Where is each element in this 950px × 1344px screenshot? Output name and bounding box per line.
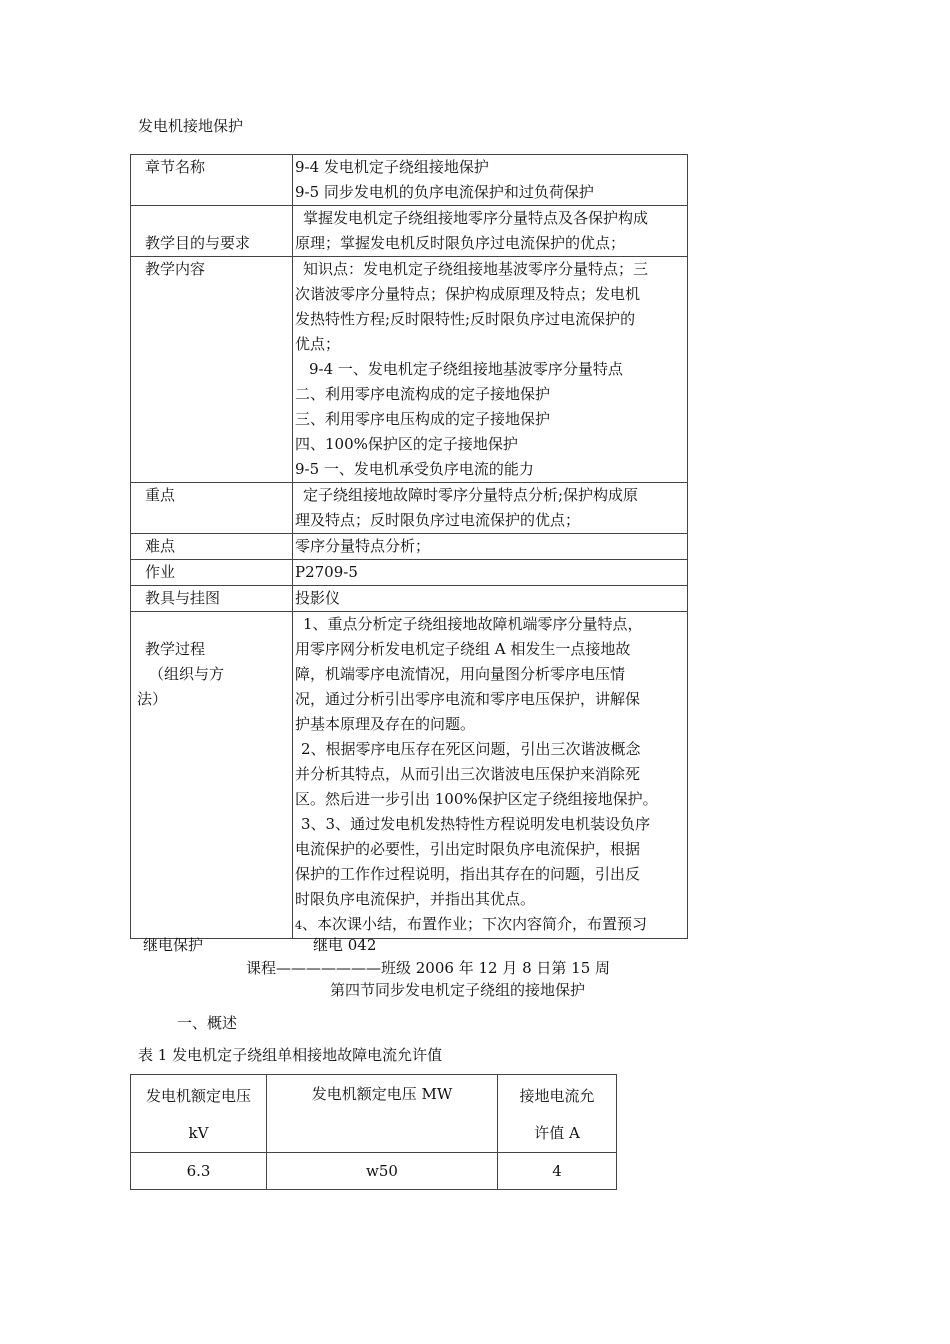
header-line: 发电机额定电压 MW	[311, 1085, 453, 1103]
process-line: 电流保护的必要性，引出定时限负序电流保护，根据	[295, 840, 641, 858]
table-cell: 4	[498, 1153, 617, 1190]
header-line: kV	[188, 1124, 209, 1142]
process-line: 障，机端零序电流情况，用向量图分析零序电压情	[295, 665, 626, 683]
row-label-chapter: 章节名称	[131, 155, 293, 206]
lesson-plan-table	[130, 154, 688, 939]
difficulty-value: 零序分量特点分析；	[293, 534, 688, 560]
content-line: 优点；	[295, 335, 341, 353]
content-line: 9-5 一、发电机承受负序电流的能力	[295, 460, 534, 478]
content-line: 四、100%保护区的定子接地保护	[295, 435, 518, 453]
process-line: 护基本原理及存在的问题。	[295, 715, 476, 733]
table-caption: 表 1 发电机定子绕组单相接地故障电流允许值	[138, 1046, 443, 1064]
table-header-row	[131, 1075, 617, 1153]
key-points-line: 理及特点；反时限负序过电流保护的优点；	[295, 511, 581, 529]
content-line: 二、利用零序电流构成的定子接地保护	[295, 385, 551, 403]
table-row	[131, 560, 688, 586]
row-label-key-points: 重点	[131, 483, 293, 534]
table-cell: 6.3	[131, 1153, 267, 1190]
process-line: 2、根据零序电压存在死区问题，引出三次谐波概念	[301, 740, 641, 758]
header-line: 接地电流允	[519, 1087, 595, 1105]
current-limit-table	[130, 1074, 617, 1190]
content-line: 次谐波零序分量特点；保护构成原理及特点；发电机	[295, 285, 641, 303]
objectives-line: 原理；掌握发电机反时限负序过电流保护的优点；	[295, 234, 626, 252]
key-points-value	[293, 483, 688, 534]
table-row	[131, 612, 688, 939]
process-line: 况，通过分析引出零序电流和零序电压保护，讲解保	[295, 690, 641, 708]
process-item-number: 4	[295, 919, 302, 932]
process-item-text: 、本次课小结，布置作业；下次内容简介，布置预习	[302, 915, 648, 933]
process-value	[293, 612, 688, 939]
process-label-line: 法）	[137, 690, 168, 708]
content-line: 9-4 一、发电机定子绕组接地基波零序分量特点	[309, 360, 623, 378]
process-line: 用零序网分析发电机定子绕组 A 相发生一点接地故	[295, 640, 631, 658]
table-row	[131, 155, 688, 206]
table-row	[131, 534, 688, 560]
row-label-homework: 作业	[131, 560, 293, 586]
key-points-line: 定子绕组接地故障时零序分量特点分析;保护构成原	[303, 486, 639, 504]
row-label-content: 教学内容	[131, 257, 293, 483]
table-row	[131, 206, 688, 257]
chapter-line: 9-5 同步发电机的负序电流保护和过负荷保护	[295, 183, 594, 201]
row-label-tools: 教具与挂图	[131, 586, 293, 612]
process-line: 并分析其特点，从而引出三次谐波电压保护来消除死	[295, 765, 641, 783]
section-heading: 一、概述	[177, 1014, 238, 1032]
content-line: 发热特性方程;反时限特性;反时限负序过电流保护的	[295, 310, 636, 328]
table-row	[131, 483, 688, 534]
course-name: 继电保护	[143, 936, 204, 954]
row-label-process	[131, 612, 293, 939]
content-line: 三、利用零序电压构成的定子接地保护	[295, 410, 551, 428]
table-cell: w50	[267, 1153, 498, 1190]
process-line: 保护的工作作过程说明，指出其存在的问题，引出反	[295, 865, 641, 883]
chapter-line: 9-4 发电机定子绕组接地保护	[295, 158, 489, 176]
document-title: 发电机接地保护	[138, 117, 244, 135]
process-line: 时限负序电流保护，并指出其优点。	[295, 890, 536, 908]
content-line: 知识点：发电机定子绕组接地基波零序分量特点；三	[303, 260, 649, 278]
process-line: 1、重点分析定子绕组接地故障机端零序分量特点，	[303, 615, 643, 633]
table-row	[131, 586, 688, 612]
header-line: 发电机额定电压	[145, 1087, 251, 1105]
process-label-line: 教学过程	[145, 640, 206, 658]
homework-value: P2709-5	[293, 560, 688, 586]
chapter-value	[293, 155, 688, 206]
row-label-objectives: 教学目的与要求	[131, 206, 293, 257]
objectives-line: 掌握发电机定子绕组接地零序分量特点及各保护构成	[303, 209, 649, 227]
column-header-current	[498, 1075, 617, 1153]
column-header-voltage-mw	[267, 1075, 498, 1153]
table-row	[131, 257, 688, 483]
process-line: 3、3、通过发电机发热特性方程说明发电机装设负序	[301, 815, 651, 833]
table-row	[131, 1153, 617, 1190]
class-name: 继电 042	[313, 936, 377, 954]
process-label-line: （组织与方	[149, 665, 225, 683]
objectives-value	[293, 206, 688, 257]
column-header-voltage-kv	[131, 1075, 267, 1153]
row-label-difficulty: 难点	[131, 534, 293, 560]
process-line: 区。然后进一步引出 100%保护区定子绕组接地保护。	[295, 790, 658, 808]
content-value	[293, 257, 688, 483]
section-title: 第四节同步发电机定子绕组的接地保护	[330, 981, 586, 999]
header-line: 许值 A	[534, 1124, 580, 1142]
tools-value: 投影仪	[293, 586, 688, 612]
date-line: 课程———————班级 2006 年 12 月 8 日第 15 周	[246, 959, 611, 977]
